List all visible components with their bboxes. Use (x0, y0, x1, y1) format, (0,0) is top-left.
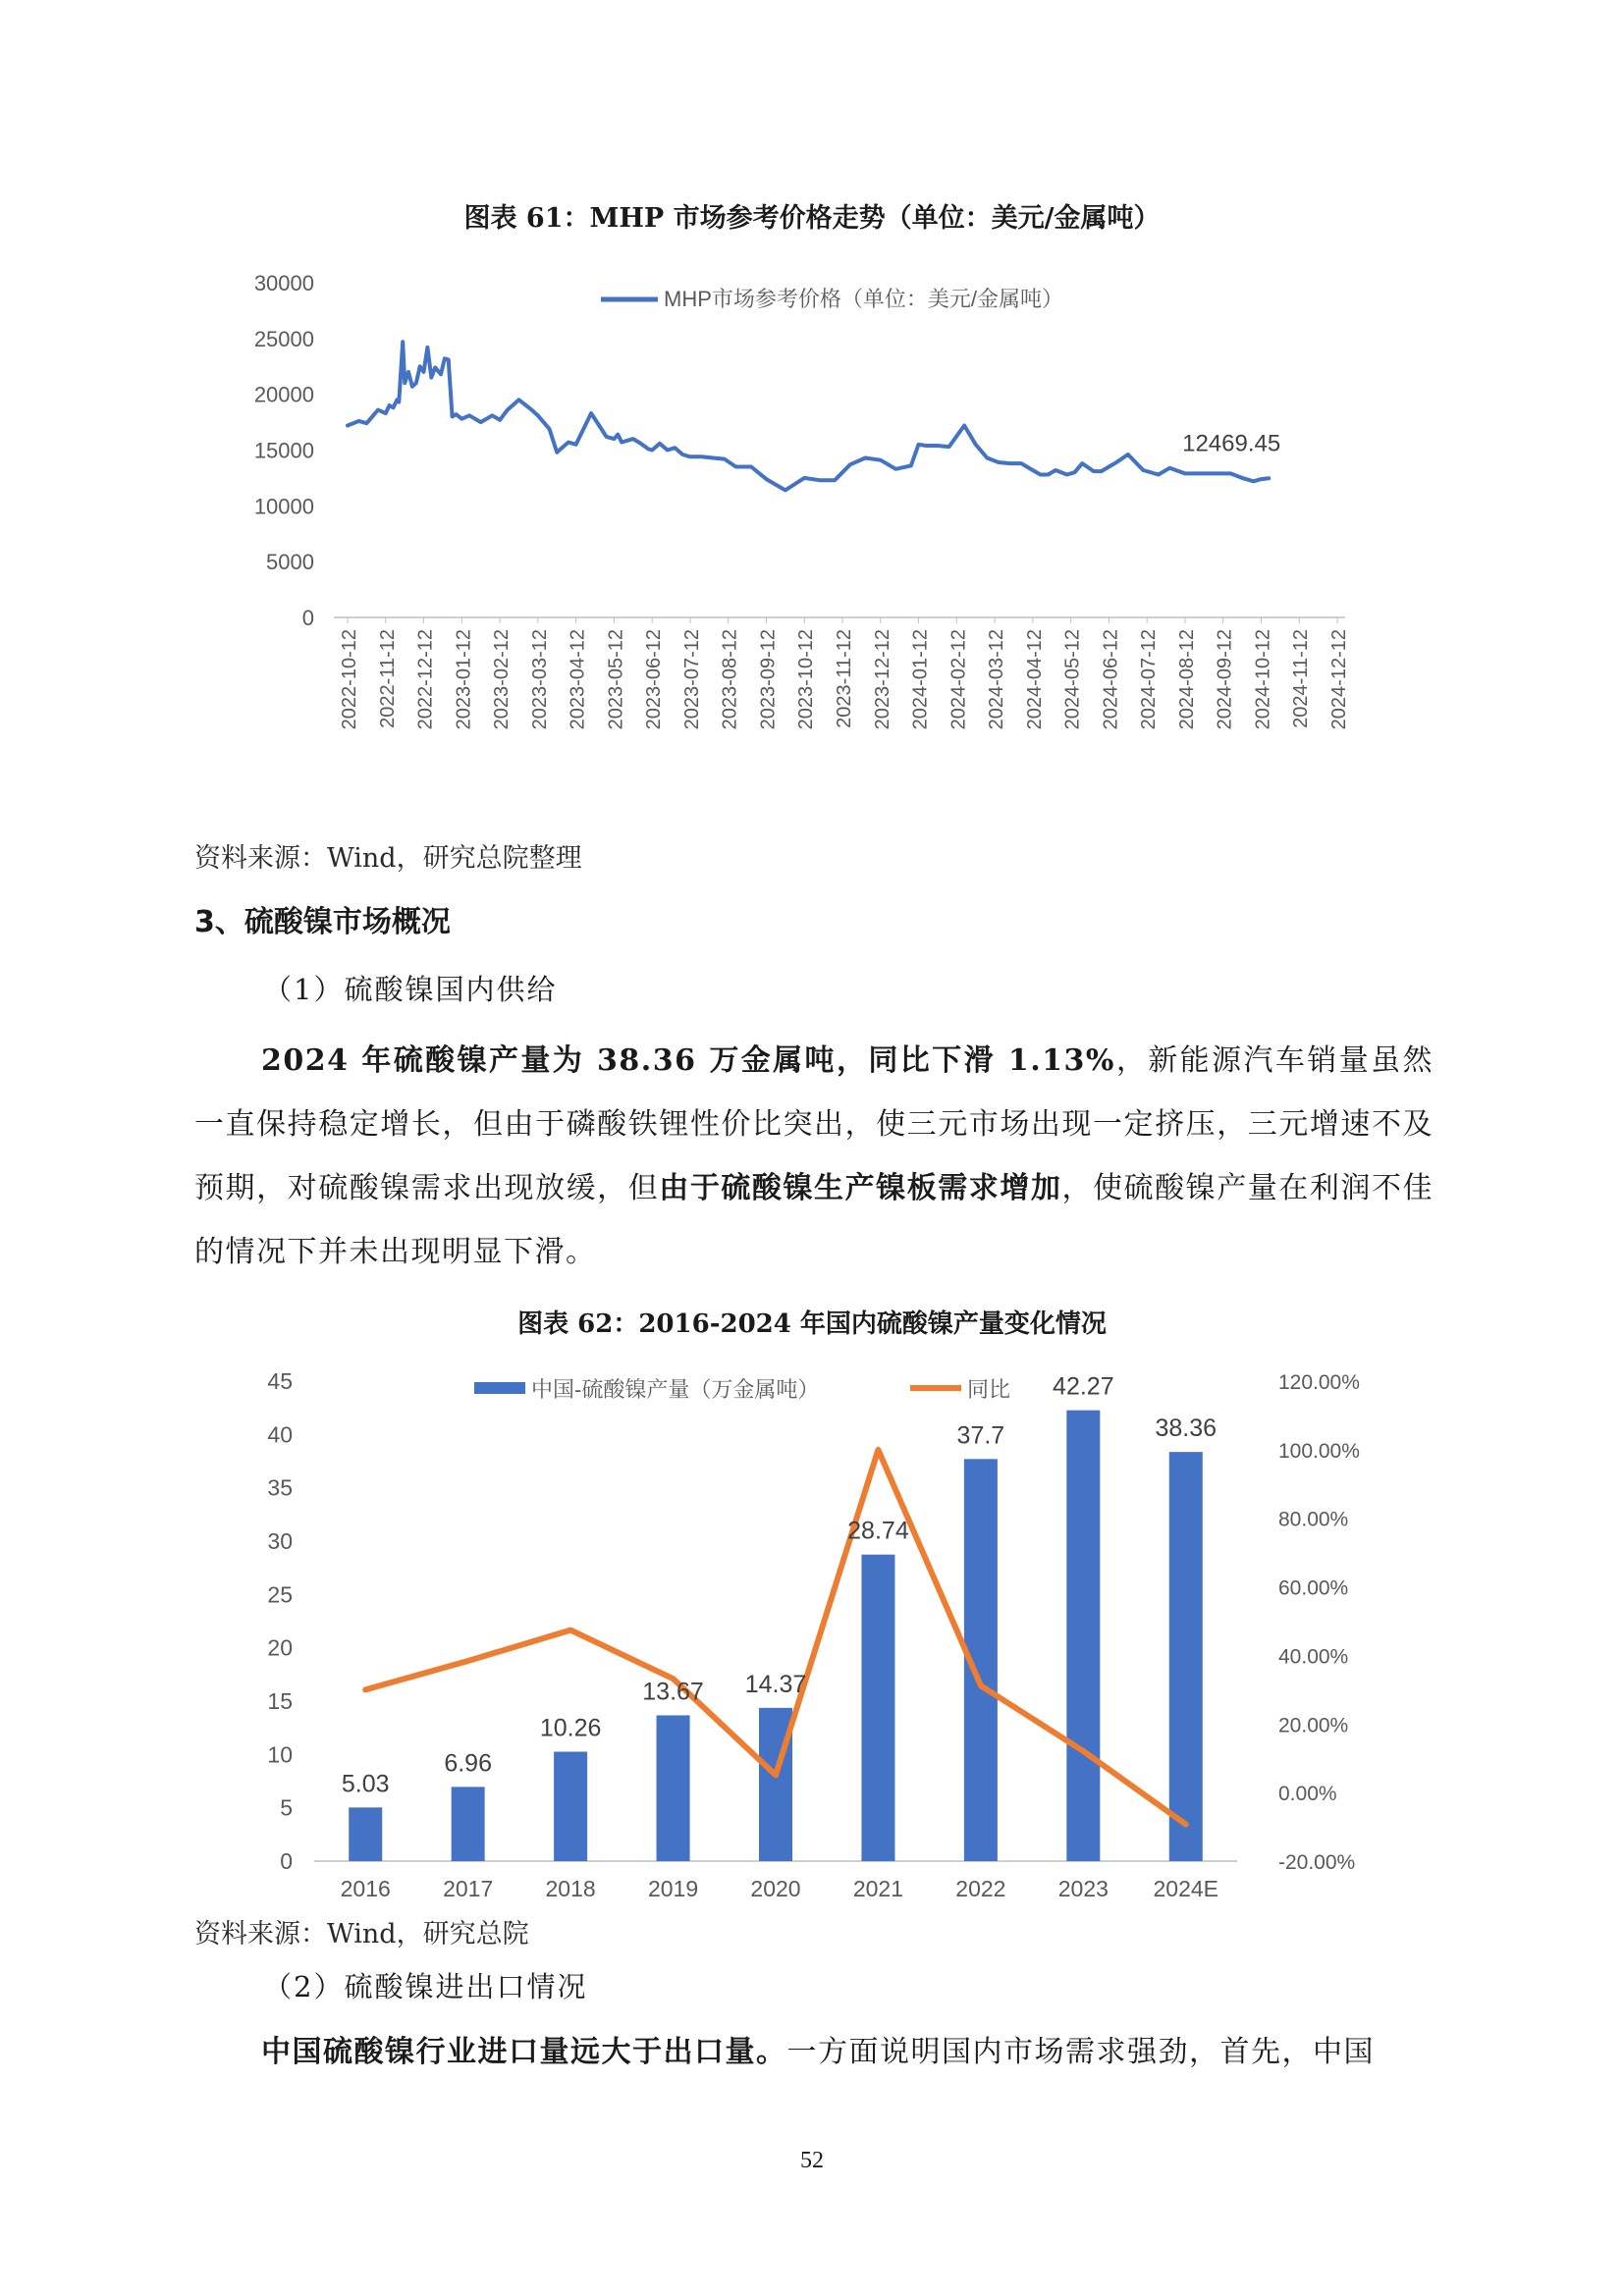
chart62-left-tick-label: 35 (267, 1474, 293, 1501)
chart62-left-tick-label: 0 (280, 1848, 293, 1874)
chart62-right-tick-label: 120.00% (1278, 1371, 1360, 1394)
paragraph-import-export-text: 一方面说明国内市场需求强劲，首先，中国 (786, 2035, 1375, 2069)
chart62-bar-data-label: 37.7 (956, 1421, 1005, 1450)
chart62-title: 图表 62：2016-2024 年国内硫酸镍产量变化情况 (517, 1309, 1107, 1339)
chart61-x-tick-label: 2023-09-12 (757, 629, 780, 730)
chart61-x-tick-label: 2023-02-12 (491, 629, 514, 730)
chart61-y-tick-label: 25000 (253, 326, 314, 351)
chart62-bar (657, 1715, 690, 1861)
chart62-x-tick-label: 2024E (1153, 1876, 1219, 1901)
chart62-bar (349, 1807, 382, 1861)
chart61-x-tick-label: 2024-05-12 (1061, 629, 1084, 730)
chart62-bar (1169, 1452, 1203, 1861)
chart62-bar-data-label: 42.27 (1053, 1372, 1114, 1401)
chart61-series-line (348, 342, 1269, 490)
paragraph-supply-bold2: 由于硫酸镍生产镍板需求增加 (659, 1171, 1062, 1205)
chart62-bar-data-label: 38.36 (1155, 1415, 1218, 1443)
chart62-right-tick-label: 0.00% (1278, 1783, 1337, 1806)
chart61-y-tick-label: 30000 (253, 271, 314, 295)
chart62-x-tick-label: 2021 (852, 1876, 904, 1901)
chart62-combo-chart (226, 1355, 1424, 1914)
chart61-y-tick-label: 5000 (266, 550, 314, 575)
chart62-left-tick-label: 5 (280, 1794, 293, 1821)
chart61-x-tick-label: 2022-12-12 (414, 629, 437, 730)
chart62-x-tick-label: 2016 (340, 1876, 391, 1901)
chart62-left-tick-label: 45 (267, 1368, 293, 1394)
section-heading: 3、硫酸镍市场概况 (194, 905, 451, 939)
chart62-source: 资料来源：Wind，研究总院 (194, 1919, 529, 1949)
chart62-x-tick-label: 2022 (955, 1876, 1006, 1901)
subheading-import-export: （2）硫酸镍进出口情况 (263, 1970, 588, 2003)
chart62-right-tick-label: -20.00% (1278, 1851, 1356, 1874)
chart61-x-tick-label: 2023-03-12 (528, 629, 551, 730)
chart62-legend-bar-label: 中国-硫酸镍产量（万金属吨） (531, 1377, 820, 1402)
paragraph-supply-bold: 2024 年硫酸镍产量为 38.36 万金属吨，同比下滑 1.13% (261, 1043, 1115, 1078)
subheading-domestic-supply: （1）硫酸镍国内供给 (263, 973, 558, 1006)
chart61-y-tick-label: 15000 (253, 438, 314, 463)
chart62-left-tick-label: 10 (267, 1741, 293, 1768)
chart62-right-tick-label: 20.00% (1278, 1714, 1349, 1737)
chart61-x-tick-label: 2023-08-12 (719, 629, 741, 730)
chart61-source: 资料来源：Wind，研究总院整理 (194, 843, 582, 874)
chart61-y-tick-label: 20000 (253, 382, 314, 407)
page-number: 52 (800, 2148, 824, 2173)
chart62-x-tick-label: 2020 (750, 1876, 801, 1901)
chart61-x-tick-label: 2024-12-12 (1328, 629, 1350, 730)
chart61-x-tick-label: 2023-10-12 (795, 629, 818, 730)
chart62-right-tick-label: 100.00% (1278, 1439, 1360, 1463)
chart62-left-tick-label: 20 (267, 1634, 293, 1661)
chart62-bar-data-label: 28.74 (847, 1517, 909, 1545)
chart62-legend-line-label: 同比 (967, 1377, 1011, 1402)
chart61-title: 图表 61：MHP 市场参考价格走势（单位：美元/金属吨） (463, 203, 1161, 234)
chart61-x-tick-label: 2024-07-12 (1138, 628, 1161, 730)
paragraph-supply (194, 1029, 1434, 1284)
chart62-bar-data-label: 5.03 (341, 1770, 390, 1798)
paragraph-import-export-bold: 中国硫酸镍行业进口量远大于出口量。 (261, 2035, 787, 2069)
chart62-right-tick-label: 80.00% (1278, 1508, 1349, 1531)
chart62-right-tick-label: 40.00% (1278, 1645, 1349, 1669)
chart62-bar (554, 1752, 587, 1861)
chart62-bar (1066, 1411, 1100, 1861)
chart61-data-label: 12469.45 (1182, 430, 1281, 457)
chart61-x-tick-label: 2024-10-12 (1252, 629, 1274, 730)
chart61-x-tick-label: 2024-06-12 (1100, 629, 1122, 730)
chart61-x-tick-label: 2023-06-12 (643, 629, 666, 730)
chart61-x-tick-label: 2024-09-12 (1214, 629, 1236, 730)
chart61-x-tick-label: 2024-11-12 (1290, 629, 1313, 728)
chart61-x-tick-label: 2022-10-12 (339, 629, 360, 730)
chart62-left-tick-label: 30 (267, 1528, 293, 1554)
chart62-x-tick-label: 2018 (545, 1876, 596, 1901)
paragraph-supply-text-b: ，使硫酸镍产量在利润不佳的情况下并未出现明显下滑。 (194, 1171, 1435, 1269)
chart62-x-tick-label: 2017 (443, 1876, 494, 1901)
chart62-left-tick-label: 40 (267, 1421, 293, 1448)
chart62-legend-bar-swatch (474, 1382, 525, 1394)
chart61-y-tick-label: 0 (301, 606, 314, 630)
chart62-bar-data-label: 10.26 (539, 1714, 602, 1742)
paragraph-supply-text-a: ，新能源汽车销量虽然一直保持稳定增长，但由于磷酸铁锂性价比突出，使三元市场出现一定挤压，三元增速不及预期，对硫酸镍需求出现放缓，但 (194, 1043, 1434, 1205)
chart62-x-tick-label: 2019 (647, 1876, 699, 1901)
chart62-x-tick-label: 2023 (1057, 1876, 1109, 1901)
chart62-left-tick-label: 15 (267, 1688, 293, 1714)
chart62-bar-data-label: 6.96 (444, 1749, 493, 1778)
chart61-x-tick-label: 2023-11-12 (834, 629, 855, 728)
chart61-x-tick-label: 2023-05-12 (605, 629, 627, 730)
chart61-x-tick-label: 2022-11-12 (376, 629, 399, 728)
chart61-line-chart (196, 255, 1394, 785)
chart61-x-tick-label: 2024-01-12 (909, 629, 932, 730)
chart62-right-tick-label: 60.00% (1278, 1576, 1349, 1600)
chart61-x-tick-label: 2024-03-12 (986, 629, 1008, 730)
chart61-y-tick-label: 10000 (253, 494, 314, 519)
chart61-x-tick-label: 2024-02-12 (947, 629, 970, 730)
paragraph-import-export (194, 2020, 1434, 2084)
chart62-bar-data-label: 14.37 (744, 1670, 807, 1698)
chart62-bar (452, 1787, 485, 1861)
chart61-legend-label: MHP市场参考价格（单位：美元/金属吨） (664, 287, 1064, 311)
chart62-left-tick-label: 25 (267, 1581, 293, 1608)
chart61-x-tick-label: 2024-08-12 (1175, 629, 1198, 730)
chart61-x-tick-label: 2023-01-12 (453, 629, 475, 730)
chart62-bar (861, 1555, 894, 1861)
chart61-x-tick-label: 2023-04-12 (567, 629, 589, 730)
chart62-bar-data-label: 13.67 (642, 1678, 704, 1706)
chart61-x-tick-label: 2023-07-12 (680, 629, 703, 730)
chart61-x-tick-label: 2024-04-12 (1023, 629, 1046, 730)
chart61-x-tick-label: 2023-12-12 (871, 629, 893, 730)
